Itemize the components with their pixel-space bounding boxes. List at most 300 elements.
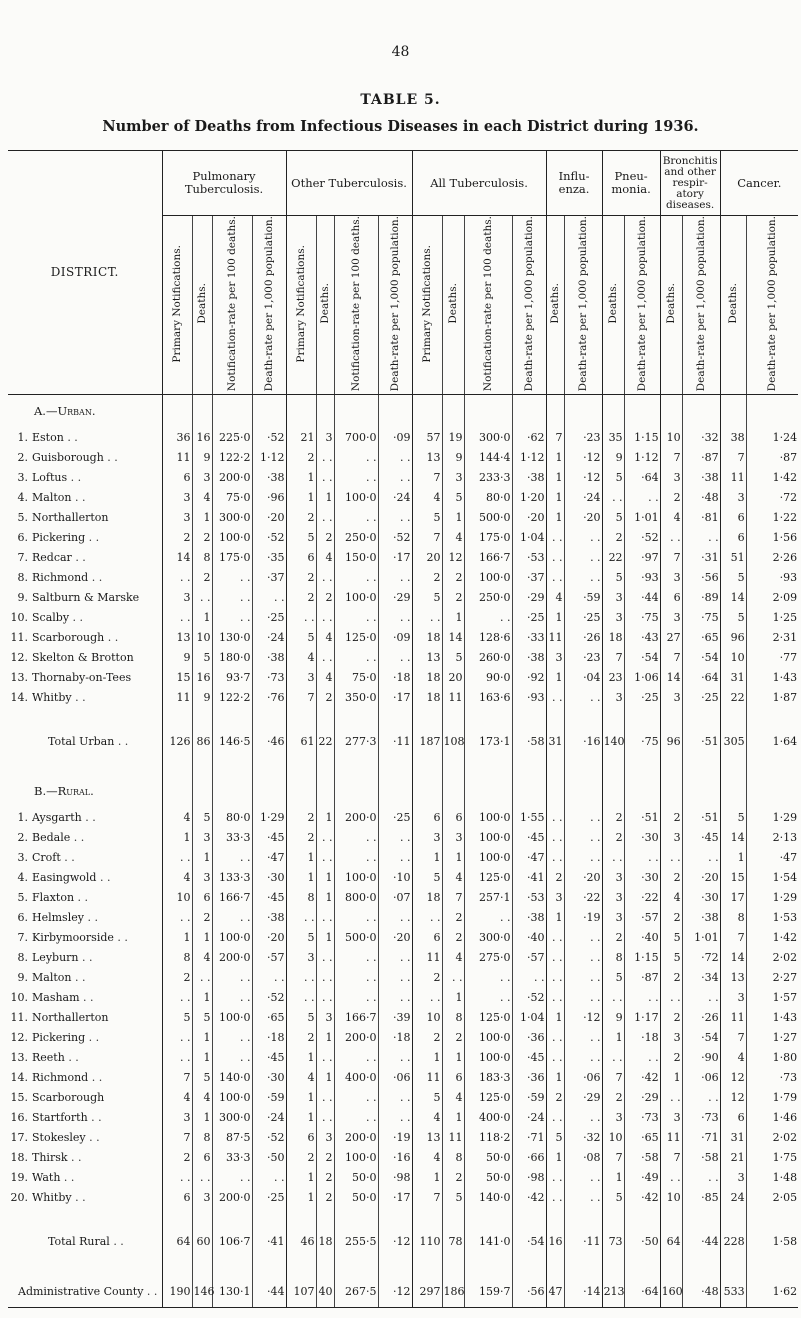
value-cell: 175·0: [464, 527, 512, 547]
value-cell: ·20: [512, 507, 546, 527]
value-cell: 2·13: [772, 830, 798, 844]
value-cell: 7: [660, 1147, 682, 1167]
value-cell: . .: [252, 1167, 286, 1187]
value-cell: . .: [546, 567, 564, 587]
value-cell: 51: [720, 547, 746, 567]
value-cell: 80·0: [212, 807, 252, 827]
value-cell: 7: [720, 1027, 746, 1047]
value-cell: ·44: [624, 587, 660, 607]
value-cell: ·58: [624, 1147, 660, 1167]
value-cell: 100·0: [464, 807, 512, 827]
value-cell: 5: [442, 487, 464, 507]
value-cell: 144·4: [464, 447, 512, 467]
value-cell: ·98: [378, 1167, 412, 1187]
subcolumn-label: Deaths.: [318, 283, 331, 324]
subcolumn-header: [746, 216, 798, 395]
row-number: 14.: [10, 1070, 28, 1084]
district-name-cell: [8, 1127, 162, 1147]
value-cell: . .: [412, 907, 442, 927]
value-cell: 1·12: [624, 447, 660, 467]
value-cell: 5: [412, 587, 442, 607]
district-name: Wath: [32, 1170, 61, 1184]
value-cell: 8: [286, 887, 316, 907]
value-cell: . .: [546, 547, 564, 567]
district-name-cell: [8, 467, 162, 487]
value-cell: 1: [546, 487, 564, 507]
value-cell: ·08: [564, 1147, 602, 1167]
value-cell: 250·0: [464, 587, 512, 607]
value-cell: ·54: [512, 1225, 546, 1257]
value-cell: 18: [412, 627, 442, 647]
value-cell: ·52: [252, 427, 286, 447]
value-cell: . .: [660, 847, 682, 867]
value-cell: . .: [286, 987, 316, 1007]
value-cell: 13: [162, 627, 192, 647]
leader-dots: . .: [74, 490, 86, 504]
value-cell: 5: [602, 467, 624, 487]
value-cell: 1·57: [772, 990, 798, 1004]
value-cell: 1: [546, 447, 564, 467]
value-cell: ·40: [512, 927, 546, 947]
district-name-cell: [8, 1007, 162, 1027]
value-cell: 255·5: [334, 1225, 378, 1257]
value-cell: ·24: [252, 1107, 286, 1127]
leader-dots: . .: [91, 570, 103, 584]
value-cell: 200·0: [212, 947, 252, 967]
value-cell: 166·7: [464, 547, 512, 567]
value-cell: ·25: [252, 607, 286, 627]
value-cell: 6: [720, 507, 746, 527]
value-cell: ·06: [564, 1067, 602, 1087]
leader-dots: . .: [85, 810, 96, 824]
value-cell: 1·54: [772, 870, 798, 884]
value-cell: ·58: [682, 1147, 720, 1167]
value-cell: . .: [624, 487, 660, 507]
value-cell: 1·75: [772, 1150, 798, 1164]
value-cell: 140·0: [464, 1187, 512, 1207]
value-cell: 2: [316, 1187, 334, 1207]
value-cell: 190: [162, 1275, 192, 1308]
district-name-cell: [8, 547, 162, 567]
subcolumn-header: [464, 216, 512, 395]
district-name: Whitby: [32, 690, 72, 704]
value-cell: 2: [602, 1087, 624, 1107]
value-cell: 3: [286, 667, 316, 687]
value-cell: 5: [660, 927, 682, 947]
leader-dots: . .: [99, 870, 111, 884]
value-cell: ·17: [378, 1187, 412, 1207]
value-cell: ·16: [564, 725, 602, 757]
value-cell: 7: [546, 427, 564, 447]
value-cell: . .: [378, 607, 412, 627]
value-cell: 5: [720, 567, 746, 587]
value-cell: 110: [412, 1225, 442, 1257]
value-cell: 159·7: [464, 1275, 512, 1308]
value-cell: 20: [412, 547, 442, 567]
table-row: [8, 1127, 798, 1147]
value-cell: . .: [334, 847, 378, 867]
value-cell: . .: [564, 987, 602, 1007]
value-cell: ·30: [252, 867, 286, 887]
value-cell: ·52: [252, 527, 286, 547]
value-cell: 2: [192, 527, 212, 547]
value-cell: 2: [316, 1167, 334, 1187]
value-cell: 13: [412, 647, 442, 667]
value-cell: 31: [720, 667, 746, 687]
table-row: [8, 547, 798, 567]
value-cell: 2: [162, 1147, 192, 1167]
value-cell: 9: [192, 687, 212, 707]
value-cell: . .: [334, 1107, 378, 1127]
district-name-cell: [8, 487, 162, 507]
value-cell: 4: [546, 587, 564, 607]
value-cell: 18: [412, 687, 442, 707]
value-cell: ·75: [624, 607, 660, 627]
value-cell: . .: [624, 1047, 660, 1067]
value-cell: 5: [286, 927, 316, 947]
value-cell: ·65: [682, 627, 720, 647]
value-cell: ·23: [564, 427, 602, 447]
value-cell: . .: [660, 987, 682, 1007]
value-cell: 400·0: [334, 1067, 378, 1087]
value-cell: ·32: [564, 1127, 602, 1147]
value-cell: . .: [192, 967, 212, 987]
value-cell: 2: [660, 907, 682, 927]
leader-dots: . .: [64, 850, 75, 864]
leader-dots: . .: [68, 1050, 79, 1064]
value-cell: 6: [286, 1127, 316, 1147]
value-cell: 1: [192, 927, 212, 947]
value-cell: 10: [660, 427, 682, 447]
subcolumn-header: [286, 216, 316, 395]
spacer-row: [8, 757, 798, 775]
subcolumn-header: [442, 216, 464, 395]
value-cell: . .: [564, 927, 602, 947]
value-cell: 5: [442, 647, 464, 667]
value-cell: 1: [546, 907, 564, 927]
value-cell: 22: [720, 687, 746, 707]
value-cell: . .: [212, 967, 252, 987]
value-cell: . .: [316, 647, 334, 667]
district-name: Startforth: [32, 1110, 88, 1124]
value-cell: 14: [720, 827, 746, 847]
value-cell: . .: [602, 487, 624, 507]
subcolumn-header: [624, 216, 660, 395]
value-cell: ·31: [682, 547, 720, 567]
table-row: [8, 427, 798, 447]
district-name-cell: [8, 1187, 162, 1207]
value-cell: 140·0: [212, 1067, 252, 1087]
value-cell: ·45: [252, 827, 286, 847]
value-cell: ·75: [624, 725, 660, 757]
value-cell: 3: [602, 607, 624, 627]
value-cell: ·98: [512, 1167, 546, 1187]
value-cell: 57: [412, 427, 442, 447]
table-row: [8, 1167, 798, 1187]
value-cell: 18: [412, 887, 442, 907]
value-cell: 21: [286, 427, 316, 447]
value-cell: 17: [720, 887, 746, 907]
value-cell: . .: [212, 847, 252, 867]
value-cell: 1·87: [772, 690, 798, 704]
value-cell: . .: [682, 1167, 720, 1187]
value-cell: . .: [316, 907, 334, 927]
value-cell: 50·0: [334, 1187, 378, 1207]
value-cell: ·06: [378, 1067, 412, 1087]
value-cell: 1: [546, 507, 564, 527]
value-cell: 11: [412, 1067, 442, 1087]
value-cell: 3: [602, 867, 624, 887]
value-cell: 187: [412, 725, 442, 757]
value-cell: 7: [412, 527, 442, 547]
district-name-cell: [8, 1167, 162, 1187]
value-cell: 11: [720, 1007, 746, 1027]
value-cell: ·20: [252, 927, 286, 947]
value-cell: 200·0: [334, 1027, 378, 1047]
value-cell: 2: [442, 567, 464, 587]
subcolumn-label: Primary Notifications.: [170, 244, 183, 363]
value-cell: 1: [316, 487, 334, 507]
subcolumn-label: Death-rate per 1,000 population.: [765, 216, 778, 392]
subcolumn-header: [512, 216, 546, 395]
value-cell: 7: [602, 1147, 624, 1167]
value-cell: ·25: [682, 687, 720, 707]
value-cell: 1: [192, 1107, 212, 1127]
value-cell: 18: [316, 1225, 334, 1257]
value-cell: 1·62: [746, 1275, 798, 1308]
value-cell: 2: [442, 1167, 464, 1187]
value-cell: 100·0: [464, 827, 512, 847]
district-name: Helmsley: [32, 910, 84, 924]
value-cell: 6: [162, 1187, 192, 1207]
subcolumn-header: [162, 216, 192, 395]
value-cell: ·64: [624, 467, 660, 487]
value-cell: 1: [286, 867, 316, 887]
value-cell: 100·0: [212, 1087, 252, 1107]
value-cell: 1·01: [682, 927, 720, 947]
value-cell: 1·24: [772, 430, 798, 444]
value-cell: 7: [442, 887, 464, 907]
value-cell: ·36: [512, 1067, 546, 1087]
value-cell: 2: [546, 867, 564, 887]
value-cell: 15: [162, 667, 192, 687]
value-cell: . .: [334, 947, 378, 967]
value-cell: . .: [334, 507, 378, 527]
value-cell: 2: [192, 567, 212, 587]
value-cell: 200·0: [212, 467, 252, 487]
value-cell: . .: [212, 1167, 252, 1187]
value-cell: . .: [378, 467, 412, 487]
row-number: 16.: [10, 1110, 28, 1124]
district-name-cell: [8, 807, 162, 827]
value-cell: ·20: [682, 867, 720, 887]
value-cell: 3: [660, 1107, 682, 1127]
value-cell: 6: [720, 1107, 746, 1127]
value-cell: 1: [286, 487, 316, 507]
value-cell: 8: [162, 947, 192, 967]
value-cell: 86: [192, 725, 212, 757]
value-cell: ·47: [779, 850, 798, 864]
value-cell: . .: [546, 947, 564, 967]
value-cell: 7: [162, 1067, 192, 1087]
value-cell: 275·0: [464, 947, 512, 967]
row-number: 12.: [10, 1030, 28, 1044]
value-cell: ·47: [512, 847, 546, 867]
value-cell: . .: [316, 847, 334, 867]
value-cell: 1: [192, 507, 212, 527]
value-cell: 7: [286, 687, 316, 707]
value-cell: 100·0: [334, 587, 378, 607]
district-name-cell: [8, 867, 162, 887]
value-cell: 3: [660, 607, 682, 627]
value-cell: 1·64: [772, 734, 798, 748]
value-cell: 1·22: [772, 510, 798, 524]
row-number: 4.: [17, 490, 28, 504]
value-cell: 10: [720, 647, 746, 667]
value-cell: 2: [286, 507, 316, 527]
value-cell: . .: [546, 527, 564, 547]
leader-dots: . .: [77, 890, 89, 904]
row-number: 5.: [17, 510, 28, 524]
value-cell: 1·04: [512, 1007, 546, 1027]
value-cell: . .: [316, 987, 334, 1007]
value-cell: 27: [660, 627, 682, 647]
value-cell: 4: [162, 807, 192, 827]
value-cell: ·92: [512, 667, 546, 687]
value-cell: 5: [602, 567, 624, 587]
table-row: [8, 627, 798, 647]
value-cell: 2: [286, 567, 316, 587]
district-name: Saltburn & Marske: [32, 590, 140, 604]
value-cell: ·59: [512, 1087, 546, 1107]
value-cell: 5: [192, 1007, 212, 1027]
value-cell: 5: [162, 1007, 192, 1027]
value-cell: . .: [316, 607, 334, 627]
value-cell: . .: [162, 1047, 192, 1067]
value-cell: 1·56: [772, 530, 798, 544]
value-cell: . .: [286, 967, 316, 987]
value-cell: ·90: [682, 1047, 720, 1067]
subcolumn-label: Death-rate per 1,000 population.: [576, 216, 589, 392]
table-row: [8, 467, 798, 487]
value-cell: ·53: [512, 547, 546, 567]
district-name: Leyburn: [32, 950, 79, 964]
value-cell: ·09: [378, 427, 412, 447]
value-cell: 3: [602, 1107, 624, 1127]
value-cell: . .: [378, 947, 412, 967]
value-cell: ·75: [682, 607, 720, 627]
value-cell: ·40: [624, 927, 660, 947]
row-number: 15.: [10, 1090, 28, 1104]
value-cell: ·12: [564, 1007, 602, 1027]
value-cell: 400·0: [464, 1107, 512, 1127]
value-cell: 5: [192, 807, 212, 827]
value-cell: ·53: [512, 887, 546, 907]
value-cell: 1: [442, 1107, 464, 1127]
value-cell: 13: [720, 967, 746, 987]
value-cell: 2: [660, 1007, 682, 1027]
value-cell: ·57: [252, 947, 286, 967]
value-cell: 1: [316, 887, 334, 907]
value-cell: 500·0: [334, 927, 378, 947]
leader-dots: . .: [91, 1070, 103, 1084]
value-cell: 64: [660, 1225, 682, 1257]
value-cell: ·49: [624, 1167, 660, 1187]
value-cell: ·81: [682, 507, 720, 527]
value-cell: 2: [602, 827, 624, 847]
value-cell: 3: [546, 887, 564, 907]
value-cell: ·42: [512, 1187, 546, 1207]
value-cell: . .: [334, 987, 378, 1007]
value-cell: ·12: [378, 1225, 412, 1257]
value-cell: ·73: [624, 1107, 660, 1127]
value-cell: 1: [192, 607, 212, 627]
value-cell: 1·27: [772, 1030, 798, 1044]
value-cell: 800·0: [334, 887, 378, 907]
table-row: [8, 587, 798, 607]
value-cell: ·06: [682, 1067, 720, 1087]
value-cell: 2: [660, 1047, 682, 1067]
value-cell: . .: [660, 1167, 682, 1187]
row-number: 4.: [17, 870, 28, 884]
leader-dots: . .: [146, 1284, 158, 1298]
value-cell: 5: [546, 1127, 564, 1147]
subcolumn-label: Primary Notifications.: [420, 244, 433, 363]
value-cell: ·30: [682, 887, 720, 907]
value-cell: 1: [286, 1167, 316, 1187]
value-cell: 8: [720, 907, 746, 927]
district-name-cell: [8, 687, 162, 707]
subcolumn-header: [682, 216, 720, 395]
value-cell: 5: [192, 647, 212, 667]
value-cell: 141·0: [464, 1225, 512, 1257]
value-cell: 14: [660, 667, 682, 687]
district-name: Skelton & Brotton: [32, 650, 134, 664]
value-cell: ·38: [512, 467, 546, 487]
district-name-cell: [8, 527, 162, 547]
value-cell: 1·43: [772, 1010, 798, 1024]
value-cell: 4: [316, 547, 334, 567]
table-row: [8, 967, 798, 987]
subcolumn-label: Death-rate per 1,000 population.: [262, 216, 275, 392]
value-cell: ·45: [512, 827, 546, 847]
leader-dots: . .: [71, 1150, 82, 1164]
value-cell: ·72: [779, 490, 798, 504]
value-cell: 1: [602, 1027, 624, 1047]
subcolumn-header: [564, 216, 602, 395]
district-name: Easingwold: [32, 870, 97, 884]
value-cell: . .: [316, 1087, 334, 1107]
value-cell: 3: [660, 1027, 682, 1047]
value-cell: 31: [546, 725, 564, 757]
table-row: [8, 987, 798, 1007]
value-cell: ·16: [378, 1147, 412, 1167]
value-cell: 305: [720, 725, 746, 757]
value-cell: ·12: [378, 1275, 412, 1308]
value-cell: ·14: [564, 1275, 602, 1308]
value-cell: 9: [602, 1007, 624, 1027]
value-cell: ·41: [512, 867, 546, 887]
value-cell: . .: [602, 1047, 624, 1067]
value-cell: 1: [286, 1047, 316, 1067]
value-cell: . .: [286, 907, 316, 927]
value-cell: . .: [212, 607, 252, 627]
row-number: 1.: [17, 430, 28, 444]
value-cell: 2: [286, 1027, 316, 1047]
value-cell: . .: [378, 847, 412, 867]
subcolumn-label: Death-rate per 1,000 population.: [694, 216, 707, 392]
value-cell: ·52: [252, 1127, 286, 1147]
